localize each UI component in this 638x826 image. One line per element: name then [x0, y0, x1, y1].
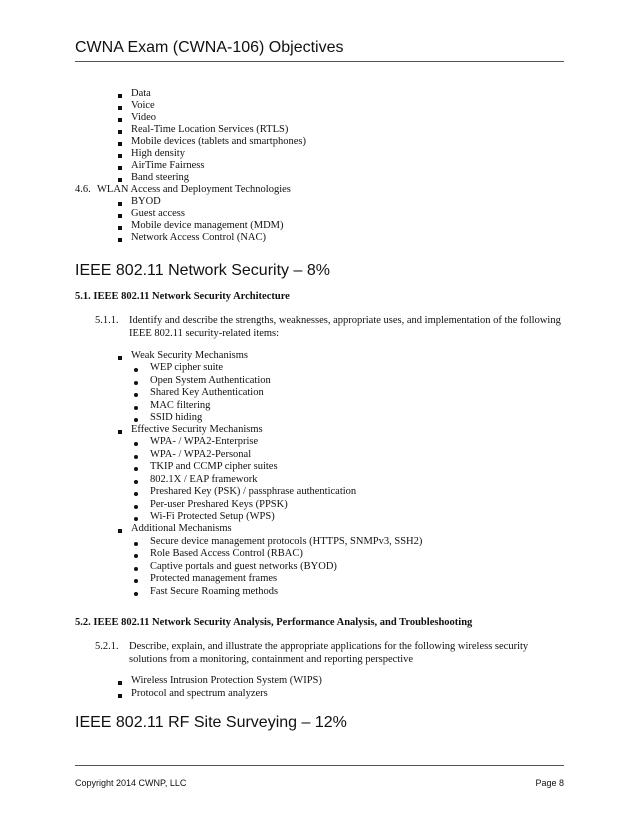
subsection-heading: 5.1. IEEE 802.11 Network Security Architecture [75, 291, 290, 302]
bullet-square-icon [118, 681, 122, 685]
list-item: Data [131, 88, 151, 99]
group-label: Additional Mechanisms [131, 523, 232, 534]
bullet-dot-icon [134, 418, 138, 422]
section-number: 4.6. [75, 184, 91, 195]
bullet-dot-icon [134, 542, 138, 546]
group-label: Effective Security Mechanisms [131, 424, 263, 435]
list-item: BYOD [131, 196, 161, 207]
list-item: Per-user Preshared Keys (PPSK) [150, 499, 288, 510]
item-number: 5.1.1. [95, 315, 119, 326]
bullet-square-icon [118, 178, 122, 182]
bullet-dot-icon [134, 467, 138, 471]
list-item: WPA- / WPA2-Personal [150, 449, 252, 460]
bullet-square-icon [118, 214, 122, 218]
item-description-cont: solutions from a monitoring, containment and reporting perspective [129, 654, 414, 665]
footer-page-number: Page 8 [535, 778, 564, 788]
bullet-dot-icon [134, 517, 138, 521]
list-item: Video [131, 112, 157, 123]
list-item: WPA- / WPA2-Enterprise [150, 436, 259, 447]
list-item: WEP cipher suite [150, 362, 224, 373]
bullet-dot-icon [134, 442, 138, 446]
bullet-square-icon [118, 694, 122, 698]
list-item: High density [131, 148, 185, 159]
bullet-dot-icon [134, 455, 138, 459]
list-item: Network Access Control (NAC) [131, 232, 267, 243]
list-item: Mobile devices (tablets and smartphones) [131, 136, 306, 147]
bullet-square-icon [118, 356, 122, 360]
bullet-square-icon [118, 94, 122, 98]
bullet-square-icon [118, 238, 122, 242]
footer-copyright: Copyright 2014 CWNP, LLC [75, 778, 187, 788]
section-title-site-survey: IEEE 802.11 RF Site Surveying – 12% [75, 714, 347, 731]
bullet-dot-icon [134, 368, 138, 372]
bullet-square-icon [118, 142, 122, 146]
bullet-square-icon [118, 529, 122, 533]
bullet-square-icon [118, 202, 122, 206]
subsection-heading: 5.2. IEEE 802.11 Network Security Analysis, Performance Analysis, and Troubleshooting [75, 617, 473, 628]
list-item: Preshared Key (PSK) / passphrase authentication [150, 486, 357, 497]
bullet-dot-icon [134, 393, 138, 397]
bullet-dot-icon [134, 554, 138, 558]
list-item: Secure device management protocols (HTTPS, SNMPv3, SSH2) [150, 536, 423, 547]
list-item: Protocol and spectrum analyzers [131, 688, 268, 699]
bullet-square-icon [118, 154, 122, 158]
list-item: 802.1X / EAP framework [150, 474, 258, 485]
bullet-square-icon [118, 226, 122, 230]
list-item: Real-Time Location Services (RTLS) [131, 124, 289, 135]
list-item: Protected management frames [150, 573, 278, 584]
item-description: Identify and describe the strengths, weaknesses, appropriate uses, and implementation of the following [129, 315, 561, 326]
list-item: Open System Authentication [150, 375, 271, 386]
bullet-dot-icon [134, 480, 138, 484]
bullet-dot-icon [134, 579, 138, 583]
bullet-dot-icon [134, 492, 138, 496]
page-header-title: CWNA Exam (CWNA-106) Objectives [75, 39, 344, 56]
list-item: Shared Key Authentication [150, 387, 264, 398]
list-item: MAC filtering [150, 400, 211, 411]
bullet-dot-icon [134, 592, 138, 596]
bullet-dot-icon [134, 381, 138, 385]
bullet-dot-icon [134, 406, 138, 410]
bullet-square-icon [118, 130, 122, 134]
group-label: Weak Security Mechanisms [131, 350, 248, 361]
item-number: 5.2.1. [95, 641, 119, 652]
list-item: Fast Secure Roaming methods [150, 586, 279, 597]
bullet-dot-icon [134, 567, 138, 571]
list-item: TKIP and CCMP cipher suites [150, 461, 278, 472]
list-item: Band steering [131, 172, 190, 183]
list-item: SSID hiding [150, 412, 203, 423]
list-item: Guest access [131, 208, 185, 219]
bullet-square-icon [118, 106, 122, 110]
list-item: AirTime Fairness [131, 160, 205, 171]
item-description: Describe, explain, and illustrate the appropriate applications for the following wireless security [129, 641, 529, 652]
list-item: Role Based Access Control (RBAC) [150, 548, 303, 559]
section-title-security: IEEE 802.11 Network Security – 8% [75, 262, 330, 279]
footer-rule [75, 765, 564, 766]
bullet-square-icon [118, 166, 122, 170]
bullet-dot-icon [134, 505, 138, 509]
list-item: Wireless Intrusion Protection System (WIPS) [131, 675, 322, 686]
list-item: Captive portals and guest networks (BYOD) [150, 561, 337, 572]
bullet-square-icon [118, 430, 122, 434]
list-item: Wi-Fi Protected Setup (WPS) [150, 511, 275, 522]
bullet-square-icon [118, 118, 122, 122]
item-description-cont: IEEE 802.11 security-related items: [129, 328, 280, 339]
list-item: Voice [131, 100, 155, 111]
list-item: Mobile device management (MDM) [131, 220, 284, 231]
header-rule [75, 61, 564, 62]
section-heading: WLAN Access and Deployment Technologies [97, 184, 291, 195]
